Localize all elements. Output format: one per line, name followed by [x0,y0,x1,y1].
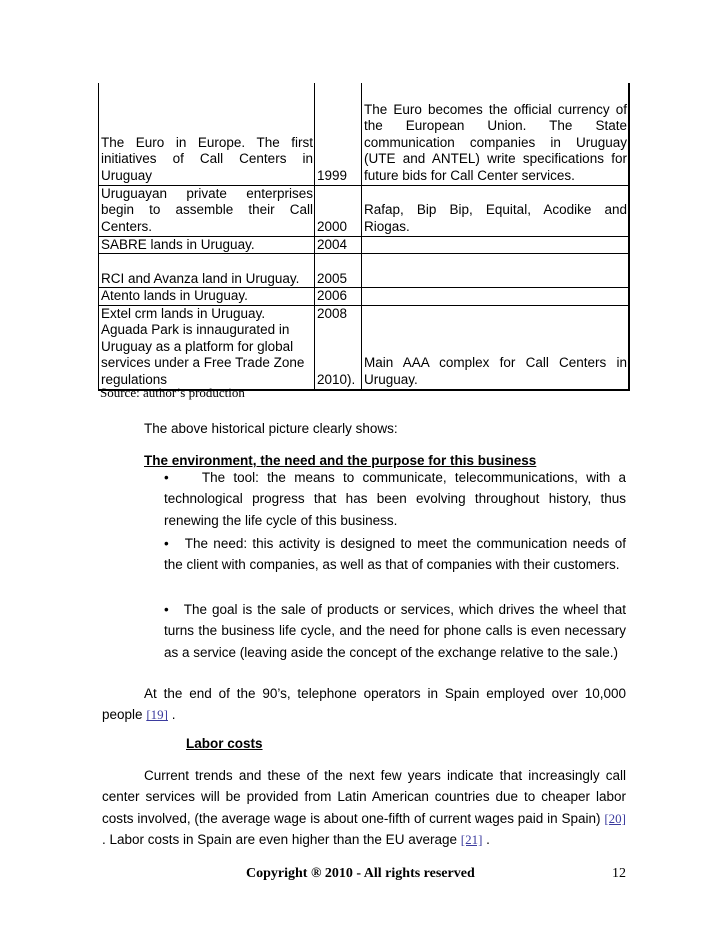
cell-text: Rafap, Bip Bip, Equital, Acodike and Riogas. [364,202,627,234]
bullet-icon: • [164,602,169,617]
bullet-item [164,599,626,663]
table-cell-note [362,305,630,389]
table-cell-note [362,288,630,306]
table-cell-note [362,236,630,254]
table-cell-note [362,83,630,185]
heading-text: The environment, the need and the purpose for this business [144,453,537,468]
page-number: 12 [612,866,626,881]
cell-text: 2010). [317,372,356,388]
table-source-note: Source: author’s production [100,385,245,400]
bullet-icon: • [164,536,169,551]
cell-text: 1999 [317,167,348,183]
paragraph-text: Current trends and these of the next few years indicate that increasingly call center services will be provided from Latin American countries due to cheaper labor costs involved, (the average wage is about one-fifth of current wages paid in Spain) [102,768,626,826]
table-cell-note [362,185,630,236]
bullet-item [164,467,626,531]
paragraph-text: . Labor costs in Spain are even higher than the EU average [102,831,457,847]
table-cell-year [315,236,362,254]
intro-paragraph: The above historical picture clearly shows: [144,421,398,436]
table-cell-year [315,185,362,236]
bullet-item [164,533,626,576]
table-cell-year [315,305,362,389]
table-row [99,185,630,236]
table-row [99,305,630,389]
table-cell-event [99,254,315,288]
cell-text: Aguada Park is innaugurated in Uruguay as a platform for global services under a Free Trade Zone regulations [101,322,305,388]
footer-copyright: Copyright ® 2010 - All rights reserved [246,866,475,881]
table-row [99,236,630,254]
table-cell-event [99,83,315,185]
labor-heading [186,733,486,754]
cell-text: Extel crm lands in Uruguay. [101,305,266,321]
cell-text: The Euro in Europe. The first initiatives of Call Centers in Uruguay [101,134,313,183]
table-row [99,83,630,185]
reference-link[interactable]: [20] [604,810,626,826]
table-cell-note [362,254,630,288]
table-row [99,254,630,288]
reference-link[interactable]: [21] [460,831,483,847]
reference-link[interactable]: [19] [146,707,168,723]
cell-text: 2008 [317,305,348,321]
table-cell-year [315,254,362,288]
labor-paragraph [102,765,626,850]
cell-text: SABRE lands in Uruguay. [101,236,255,252]
bullet-text: The goal is the sale of products or services, which drives the wheel that turns the business life cycle, and the need for phone calls is even necessary as a service (leaving aside the concept of the exchange relative to the sale.) [164,602,626,660]
cell-text: RCI and Avanza land in Uruguay. [101,270,300,286]
cell-text: 2004 [317,236,348,252]
paragraph-text: . [167,707,176,723]
cell-text: Main AAA complex for Call Centers in Uruguay. [364,355,627,388]
cell-text: Atento lands in Uruguay. [101,288,248,304]
spain-paragraph [102,683,626,726]
heading-text: Labor costs [186,736,263,751]
paragraph-text: At the end of the 90’s, telephone operators in Spain employed over 10,000 people [102,686,626,723]
paragraph-text: . [482,831,490,847]
bullet-icon: • [164,470,169,485]
cell-text: 2006 [317,288,348,304]
table-cell-event [99,185,315,236]
table-cell-year [315,83,362,185]
table-cell-event [99,288,315,306]
table-row [99,288,630,306]
cell-text: The Euro becomes the official currency of the European Union. The State communication companies in Uruguay (UTE and ANTEL) write specifications for future bids for Call Center services. [364,101,627,183]
table-cell-year [315,288,362,306]
table-cell-event [99,236,315,254]
cell-text: 2000 [317,218,348,234]
cell-text: Uruguayan private enterprises begin to assemble their Call Centers. [101,185,313,234]
cell-text: 2005 [317,270,348,286]
table-cell-event [99,305,315,389]
bullet-text: The tool: the means to communicate, telecommunications, with a technological progress that has been evolving throughout history, thus renewing the life cycle of this business. [164,470,626,528]
bullet-text: The need: this activity is designed to meet the communication needs of the client with companies, as well as that of companies with their customers. [164,536,627,573]
history-table [98,83,630,391]
